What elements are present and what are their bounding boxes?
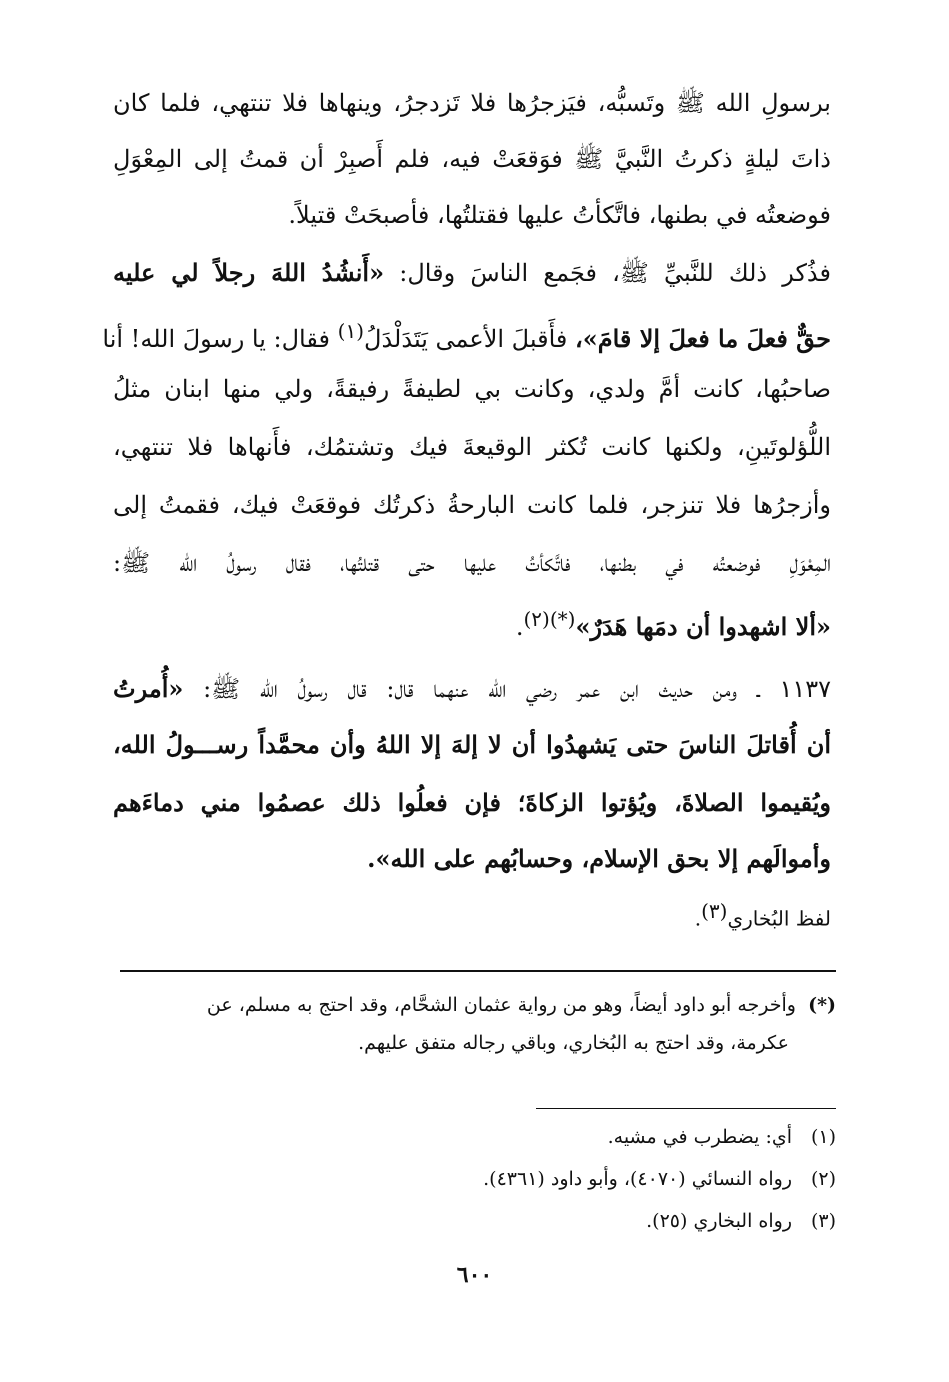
footnote-3: (٣)رواه البخاري (٢٥). <box>646 1210 836 1232</box>
hadith-1137-line-4: وأموالَهم إلا بحق الإسلام، وحسابُهم على الله». <box>367 844 831 873</box>
body-line-7: اللُّؤلوتَينِ، ولكنها كانت تُكثر الوقيعةَ فيك وتشتمُك، فأَنهاها فلا تنتهي، <box>113 433 831 461</box>
star-note-line-2: عكرمة، وقد احتج به البُخاري، وباقي رجاله متفق عليهم. <box>358 1032 789 1054</box>
star-note-line-1: (*) وأخرجه أبو داود أيضاً، وهو من رواية عثمان الشحَّام، وقد احتج به مسلم، عن <box>206 994 836 1016</box>
body-line-5: حقٌّ فعلَ ما فعلَ إلا قامَ»، فأَقبلَ الأعمى يَتَدَلْدَلُ$^{(١)}$ فقال: يا رسولَ الله! أنا <box>102 319 831 353</box>
body-line-8: وأزجرُها فلا تنزجر، فلما كانت البارحةُ ذكرتُك فوقعَتْ فيك، فقمتُ إلى <box>113 491 831 519</box>
hadith-1137-line-3: ويُقيموا الصلاةَ، ويُؤتوا الزكاةَ؛ فإن فعلُوا ذلك عصمُوا مني دماءَهم <box>113 788 831 817</box>
body-line-4: فذُكر ذلك للنَّبيِّ ﷺ، فجَمع الناسَ وقال: «أَنشُدُ اللهَ رجلاً لي عليه <box>113 258 831 287</box>
source-attribution: لفظ البُخاري$^{(٣)}$. <box>694 899 831 931</box>
body-line-6: صاحبُها، كانت أمَّ ولدي، وكانت بي لطيفةً رفيقةً، ولي منها ابنان مثلُ <box>113 375 831 403</box>
hadith-1137-line-2: أن أُقاتلَ الناسَ حتى يَشهدُوا أن لا إلهَ إلا اللهُ وأن محمَّداً رســـولُ الله، <box>113 730 831 759</box>
body-line-10: «ألا اشهدوا أن دمَها هَدَرٌ»$^{(*)(٢)}$. <box>515 607 831 641</box>
body-line-2: ذاتَ ليلةٍ ذكرتُ النَّبيَّ ﷺ فوَقعَتْ فيه، فلم أَصبِرْ أن قمتُ إلى المِعْوَلِ <box>113 145 831 173</box>
hadith-1137-line-1: ١١٣٧ ـ ومن حديث ابن عمر رضي الله عنهما قال: قال رسولُ الله ﷺ: «أُمرتُ <box>113 674 831 703</box>
footnote-1: (١)أي: يضطرب في مشيه. <box>607 1126 836 1148</box>
footnote-separator-short <box>536 1108 836 1109</box>
body-line-1: برسولِ الله ﷺ وتَسبُّه، فيَزجرُها فلا تَزدجرُ، وينهاها فلا تنتهي، فلما كان <box>113 89 831 117</box>
body-line-3: فوضعتُه في بطنها، فاتَّكأتُ عليها فقتلتُها، فأصبحَتْ قتيلاً. <box>288 201 831 229</box>
body-line-9: المِعْوَلِ فوضعتُه في بطنها، فاتَّكأتُ عليها حتى قتلتُها، فقال رسولُ الله ﷺ: <box>113 549 831 577</box>
footnote-separator-main <box>120 970 836 972</box>
footnote-2: (٢)رواه النسائي (٤٠٧٠)، وأبو داود (٤٣٦١). <box>483 1168 836 1190</box>
page-number: ٦٠٠ <box>456 1262 493 1288</box>
